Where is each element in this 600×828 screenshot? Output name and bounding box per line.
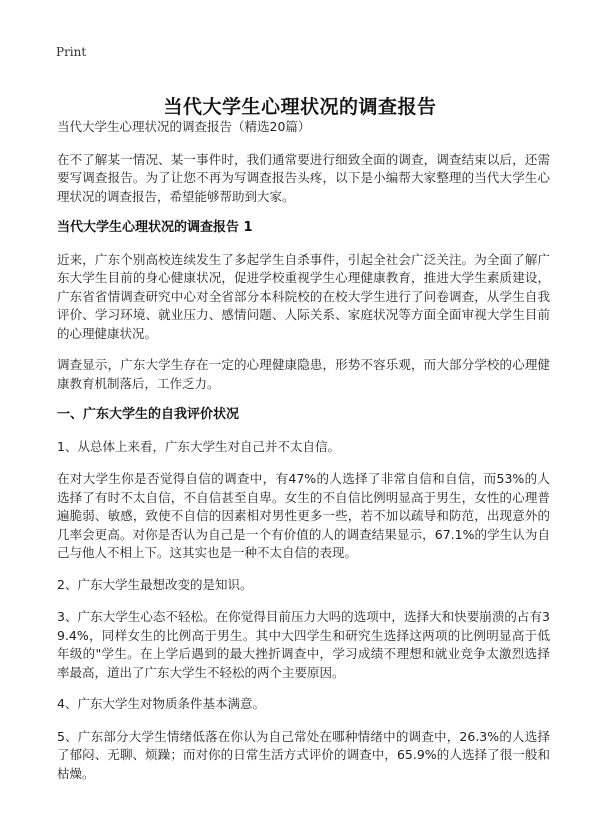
list-item: 1、从总体上来看，广东大学生对自己并不太自信。 (57, 438, 340, 454)
article-body (57, 118, 550, 796)
section-heading: 当代大学生心理状况的调查报告 1 (57, 220, 253, 235)
list-item: 3、广东大学生心态不轻松。在你觉得目前压力大吗的选项中，选择大和快要崩溃的占有39.4%，同样女生的比例高于男生。其中大四学生和研究生选择这两项的比例明显高于低年级的"学生。在上学后遇到的最大挫折调查中，学习成绩不理想和就业竞争太激烈选择率最高，道出了广东大学生不轻松的两个主要原因。 (57, 609, 550, 680)
body-paragraph: 调查显示，广东大学生存在一定的心理健康隐患，形势不容乐观，而大部分学校的心理健康教育机制落后，工作乏力。 (57, 357, 550, 391)
body-paragraph: 近来，广东个别高校连续发生了多起学生自杀事件，引起全社会广泛关注。为全面了解广东大学生目前的身心健康状况，促进学校重视学生心理健康教育，推进大学生素质建设，广东省省情调查研究中心对全省部分本科院校的在校大学生进行了问卷调查，从学生自我评价、学习环境、就业压力、感情问题、人际关系、家庭状况等方面全面审视大学生目前的心理健康状况。 (57, 251, 550, 341)
article-subtitle: 当代大学生心理状况的调查报告（精选20篇） (57, 119, 311, 134)
subsection-heading: 一、广东大学生的自我评价状况 (57, 407, 240, 422)
list-item: 4、广东大学生对物质条件基本满意。 (57, 696, 265, 711)
page-title: 当代大学生心理状况的调查报告 (163, 95, 437, 118)
print-link[interactable]: Print (56, 45, 87, 59)
intro-paragraph: 在不了解某一情况、某一事件时，我们通常要进行细致全面的调查，调查结束以后，还需要写调查报告。为了让您不再为写调查报告头疼，以下是小编帮大家整理的当代大学生心理状况的调查报告，希望能够帮助到大家。 (57, 151, 550, 204)
list-item: 2、广东大学生最想改变的是知识。 (57, 576, 253, 592)
body-paragraph: 在对大学生你是否觉得自信的调查中，有47%的人选择了非常自信和自信，而53%的人选择了有时不太自信，不自信甚至自卑。女生的不自信比例明显高于男生，女性的心理普遍脆弱、敏感，致使不自信的因素相对男性更多一些，若不加以疏导和防范，出现意外的几率会更高。对你是否认为自己是一个有价值的人的调查结果显示，67.1%的学生认为自己与他人不相上下。这其实也是一种不太自信的表现。 (57, 471, 550, 560)
list-item: 5、广东部分大学生情绪低落在你认为自己常处在哪种情绪中的调查中，26.3%的人选择了郁闷、无聊、烦躁；而对你的日常生活方式评价的调查中，65.9%的人选择了很一般和枯燥。 (57, 728, 550, 781)
